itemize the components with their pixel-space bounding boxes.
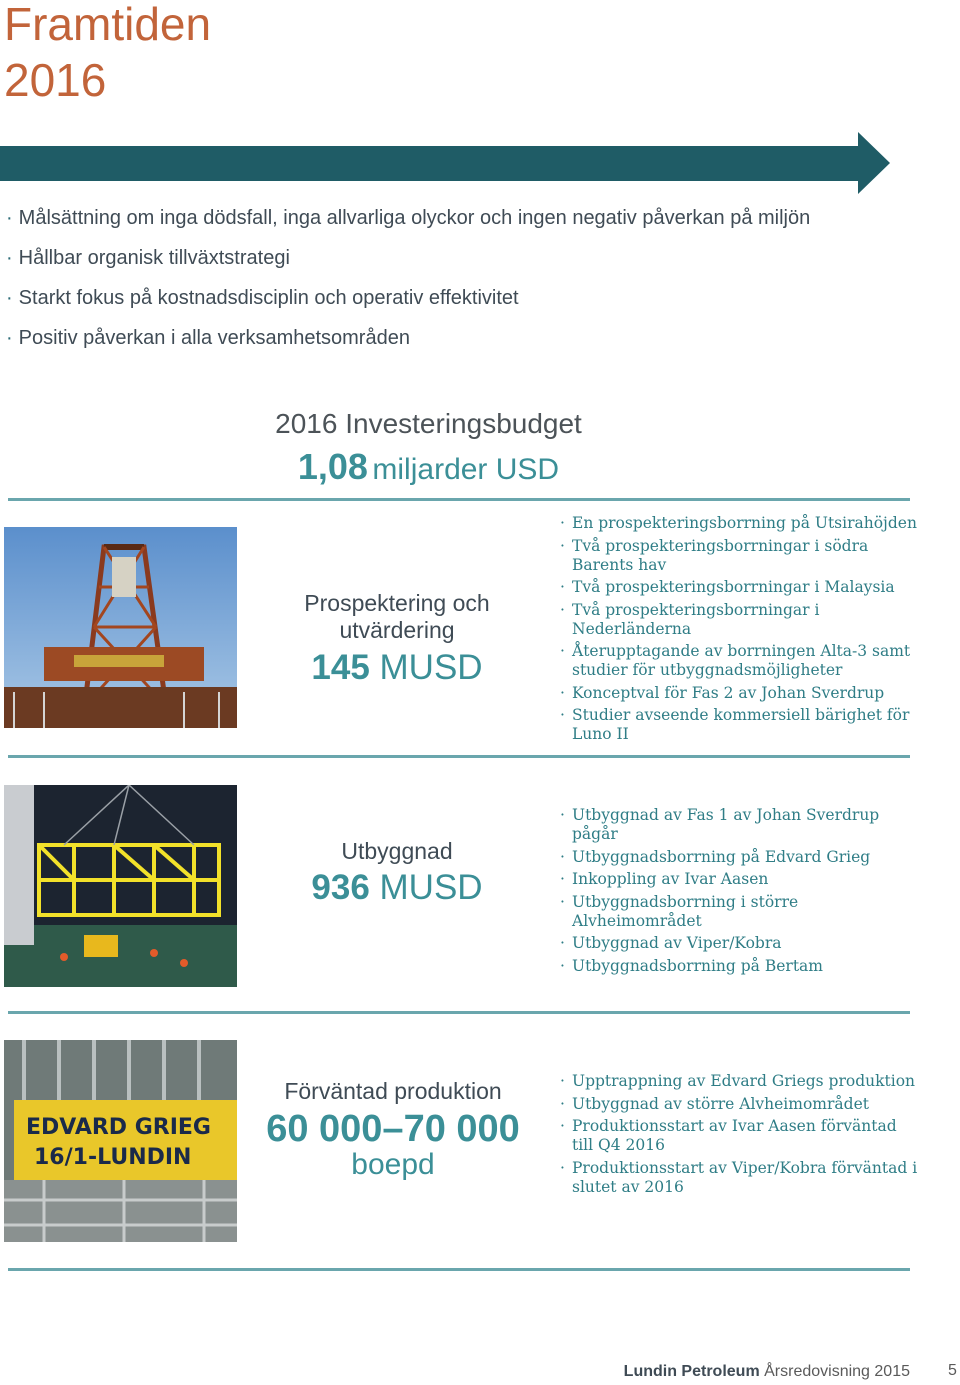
drilling-rig-photo [4, 527, 237, 728]
list-item: · Utbyggnadsborrning på Bertam [560, 957, 920, 976]
footer-doc: Årsredovisning 2015 [764, 1363, 910, 1380]
list-item: · Studier avseende kommersiell bärighet för Luno II [560, 706, 920, 744]
page-number: 5 [948, 1362, 957, 1379]
page-title: Framtiden [4, 0, 212, 50]
page-subtitle-year: 2016 [4, 54, 107, 106]
section-divider [8, 1268, 910, 1271]
list-item: · Utbyggnad av Viper/Kobra [560, 934, 920, 953]
footer [624, 1363, 910, 1381]
exploration-label: Prospektering och utvärdering [304, 590, 490, 643]
budget-amount: 1,08 [297, 446, 368, 487]
goal-item: · Positiv påverkan i alla verksamhetsområden [6, 327, 410, 349]
goal-item: · Starkt fokus på kostnadsdisciplin och operativ effektivitet [6, 287, 519, 309]
production-unit: boepd [351, 1148, 435, 1181]
goal-item: · Målsättning om inga dödsfall, inga allvarliga olyckor och ingen negativ påverkan på miljön [6, 207, 811, 229]
exploration-bullets [560, 514, 920, 748]
list-item: · Konceptval för Fas 2 av Johan Sverdrup [560, 684, 920, 703]
platform-sign-photo [4, 1040, 237, 1242]
list-item: · Två prospekteringsborrningar i Malaysia [560, 578, 920, 597]
production-bullets [560, 1072, 920, 1200]
list-item: · Inkoppling av Ivar Aasen [560, 870, 920, 889]
subsea-template-photo [4, 785, 237, 987]
development-bullets [560, 806, 920, 979]
exploration-value: 145 MUSD [311, 648, 483, 687]
list-item: · Utbyggnad av större Alvheimområdet [560, 1095, 920, 1114]
production-label: Förväntad produktion [284, 1078, 502, 1104]
list-item: · Upptrappning av Edvard Griegs produktion [560, 1072, 920, 1091]
list-item: · Utbyggnadsborrning i större Alvheimområdet [560, 893, 920, 931]
goal-item: · Hållbar organisk tillväxtstrategi [6, 247, 290, 269]
list-item: · Två prospekteringsborrningar i södra Barents hav [560, 537, 920, 575]
arrow-banner [0, 132, 895, 194]
development-label: Utbyggnad [341, 838, 453, 864]
budget-value [200, 446, 657, 488]
budget-title: 2016 Investeringsbudget [275, 408, 582, 439]
list-item: · Utbyggnadsborrning på Edvard Grieg [560, 848, 920, 867]
sign-text: EDVARD GRIEG [26, 1115, 211, 1140]
production-value: 60 000–70 000 [266, 1108, 520, 1150]
section-divider [8, 498, 910, 501]
list-item: · Utbyggnad av Fas 1 av Johan Sverdrup pågår [560, 806, 920, 844]
budget-unit: miljarder USD [372, 453, 560, 486]
list-item: · En prospekteringsborrning på Utsirahöjden [560, 514, 920, 533]
footer-brand: Lundin Petroleum [623, 1363, 760, 1380]
sign-text: 16/1-LUNDIN [34, 1145, 192, 1170]
list-item: · Produktionsstart av Ivar Aasen förväntad till Q4 2016 [560, 1117, 920, 1155]
list-item: · Produktionsstart av Viper/Kobra förväntad i slutet av 2016 [560, 1159, 920, 1197]
section-divider [8, 755, 910, 758]
list-item: · Två prospekteringsborrningar i Nederländerna [560, 601, 920, 639]
goals-list [6, 204, 810, 364]
list-item: · Återupptagande av borrningen Alta-3 samt studier för utbyggnadsmöjligheter [560, 642, 920, 680]
development-value: 936 MUSD [311, 868, 483, 907]
section-divider [8, 1011, 910, 1014]
